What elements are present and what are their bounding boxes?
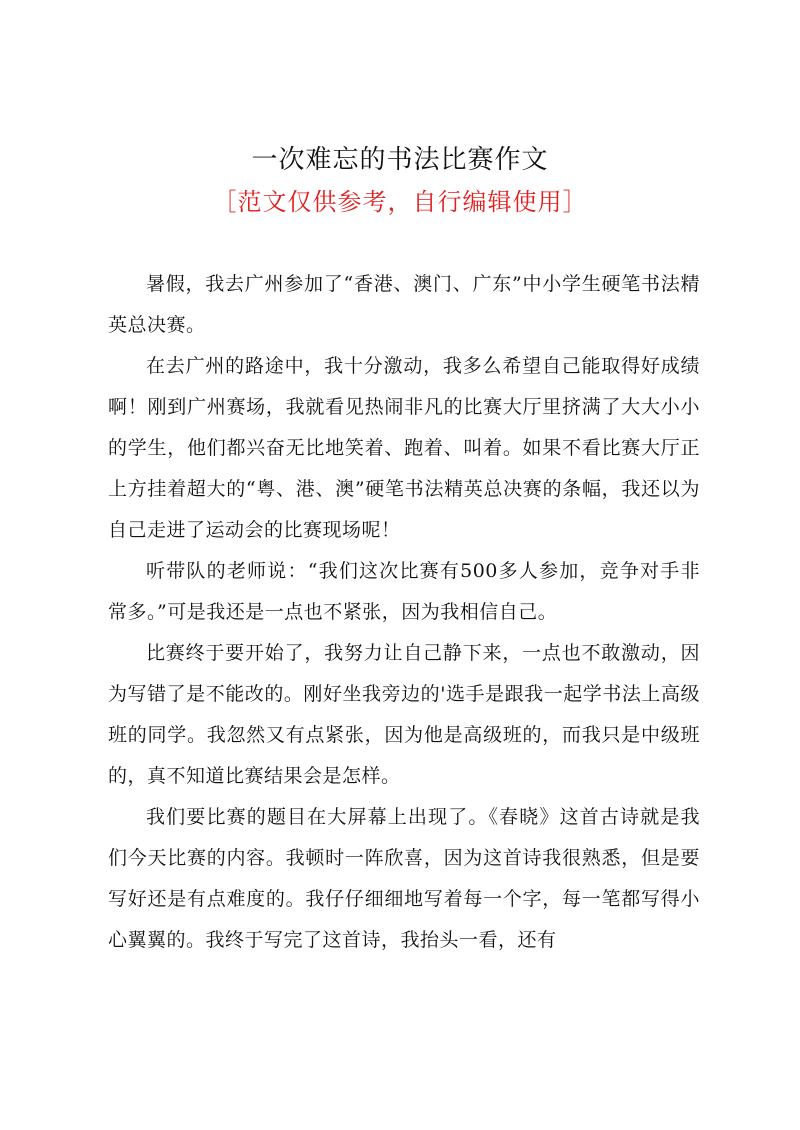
- page-title: 一次难忘的书法比赛作文: [251, 145, 549, 175]
- paragraph: 听带队的老师说：“我们这次比赛有500多人参加，竞争对手非常多。”可是我还是一点也不紧张，因为我相信自己。: [108, 560, 700, 623]
- paragraph: 我们要比赛的题目在大屏幕上出现了。《春晓》这首古诗就是我们今天比赛的内容。我顿时一阵欣喜，因为这首诗我很熟悉，但是要写好还是有点难度的。我仔仔细细地写着每一个字，每一笔都写得小心翼翼的。我终于写完了这首诗，我抬头一看，还有: [108, 806, 700, 951]
- article-body: [108, 264, 700, 961]
- paragraph: 在去广州的路途中，我十分激动，我多么希望自己能取得好成绩啊！刚到广州赛场，我就看见热闹非凡的比赛大厅里挤满了大大小小的学生，他们都兴奋无比地笑着、跑着、叫着。如果不看比赛大厅正上方挂着超大的“粤、港、澳”硬笔书法精英总决赛的条幅，我还以为自己走进了运动会的比赛现场呢！: [108, 355, 700, 541]
- page-subtitle: ［范文仅供参考，自行编辑使用］: [212, 188, 588, 216]
- paragraph: 比赛终于要开始了，我努力让自己静下来，一点也不敢激动，因为写错了是不能改的。刚好坐我旁边的'选手是跟我一起学书法上高级班的同学。我忽然又有点紧张，因为他是高级班的，而我只是中级班的，真不知道比赛结果会是怎样。: [108, 642, 700, 787]
- paragraph: 暑假，我去广州参加了“香港、澳门、广东”中小学生硬笔书法精英总决赛。: [108, 273, 700, 336]
